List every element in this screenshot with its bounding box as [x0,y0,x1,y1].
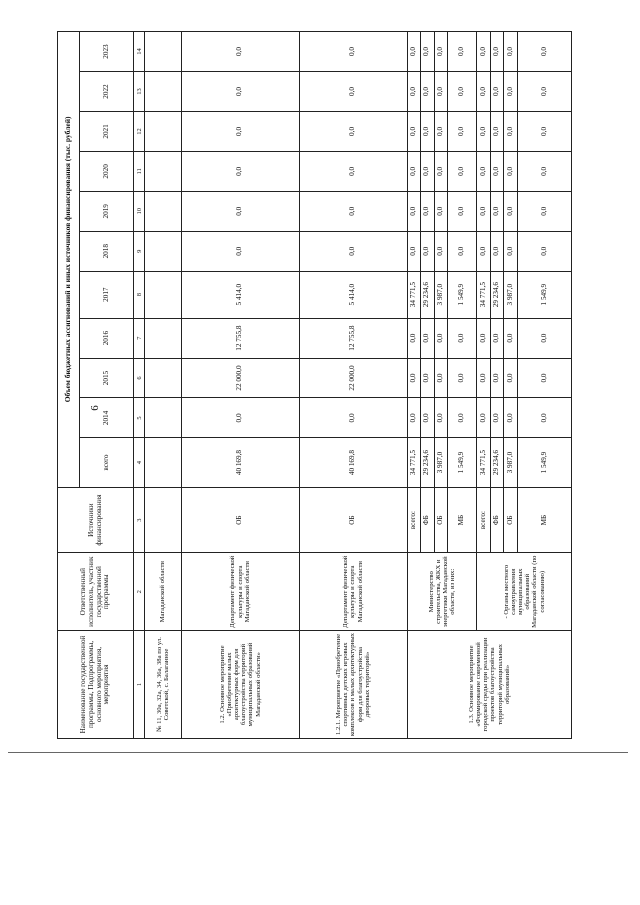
column-number: 5 [134,398,145,438]
value-cell: 0,0 [490,231,503,271]
value-cell: 29 234,6 [490,271,503,318]
program-cell: 1.2.1. Мероприятие «Приобретение спортивных детских игровых комплексов и малых архитектурных форм для благоустройства дворовых территорий» [299,630,407,738]
value-cell: 34 771,5 [477,438,490,487]
header-total: всего [80,438,134,487]
column-number: 9 [134,231,145,271]
column-number: 14 [134,32,145,72]
source-cell: ОБ [504,487,517,553]
value-cell: 0,0 [504,358,517,398]
value-cell: 0,0 [448,191,477,231]
value-cell: 0,0 [490,72,503,112]
value-cell: 0,0 [407,318,420,358]
page-divider [8,752,628,753]
value-cell: 0,0 [517,191,571,231]
value-cell: 0,0 [181,72,299,112]
value-cell: 0,0 [504,32,517,72]
value-cell: 0,0 [434,151,447,191]
value-cell: 0,0 [181,151,299,191]
value-cell: 0,0 [299,151,407,191]
value-cell: 0,0 [448,111,477,151]
value-cell: 0,0 [490,318,503,358]
value-cell: 0,0 [477,358,490,398]
column-number: 6 [134,358,145,398]
header-year: 2020 [80,151,134,191]
value-cell: 0,0 [490,358,503,398]
executor-cell: Департамент физической культуры и спорта Магаданской области [181,553,299,631]
table-row [181,32,299,739]
header-year: 2018 [80,231,134,271]
value-cell: 40 169,8 [181,438,299,487]
value-cell: 0,0 [477,398,490,438]
table-row [145,32,182,739]
value-cell: 0,0 [181,32,299,72]
value-cell: 0,0 [181,231,299,271]
table-row [407,32,420,739]
value-cell: 29 234,6 [490,438,503,487]
executor-cell: Министерство строительства, ЖКХ и энергетики Магаданской области, из них: [407,553,477,631]
value-cell: 0,0 [421,32,434,72]
value-cell: 0,0 [434,32,447,72]
value-cell: 0,0 [421,231,434,271]
value-cell: 0,0 [517,231,571,271]
value-cell: 0,0 [490,151,503,191]
value-cell: 12 755,8 [299,318,407,358]
value-cell: 3 987,0 [434,271,447,318]
executor-cell: - Органы местного самоуправления муниципальных образований Магаданской области (по согласованию) [477,553,572,631]
value-cell: 0,0 [434,111,447,151]
budget-table-container [57,31,572,739]
value-cell: 0,0 [517,318,571,358]
value-cell: 0,0 [407,111,420,151]
column-number: 1 [134,630,145,738]
column-number: 4 [134,438,145,487]
source-cell: ОБ [181,487,299,553]
table-row [299,32,407,739]
header-source: Источники финансирования [58,487,134,553]
value-cell: 1 549,9 [517,438,571,487]
value-cell: 0,0 [490,398,503,438]
header-year: 2023 [80,32,134,72]
source-cell: всего: [407,487,420,553]
value-cell: 0,0 [504,111,517,151]
value-cell: 0,0 [517,72,571,112]
value-cell: 0,0 [477,231,490,271]
value-cell: 0,0 [407,191,420,231]
value-cell: 34 771,5 [407,438,420,487]
value-cell: 0,0 [448,151,477,191]
value-cell: 1 549,9 [517,271,571,318]
value-cell: 0,0 [448,358,477,398]
page-number: 6 [89,405,101,411]
value-cell: 0,0 [421,111,434,151]
column-number: 8 [134,271,145,318]
source-cell: ФБ [421,487,434,553]
header-year: 2015 [80,358,134,398]
value-cell: 0,0 [448,32,477,72]
source-cell: ФБ [490,487,503,553]
value-cell: 0,0 [299,191,407,231]
value-cell: 0,0 [181,398,299,438]
value-cell: 0,0 [434,72,447,112]
value-cell: 0,0 [490,191,503,231]
value-cell: 0,0 [299,231,407,271]
header-year: 2014 [80,398,134,438]
value-cell: 0,0 [477,191,490,231]
header-year: 2016 [80,318,134,358]
value-cell: 22 000,0 [181,358,299,398]
value-cell: 0,0 [407,231,420,271]
header-budget-title: Объем бюджетных ассигнований и иных источников финансирования (тыс. рублей) [58,32,80,488]
column-number: 7 [134,318,145,358]
value-cell: 0,0 [434,358,447,398]
value-cell: 0,0 [299,32,407,72]
value-cell: 0,0 [477,72,490,112]
value-cell: 1 549,9 [448,438,477,487]
program-cell: 1.3. Основное мероприятие «Формирование современной городской среды при реализации проектов благоустройства территорий муниципальных образований» [407,630,571,738]
value-cell: 34 771,5 [477,271,490,318]
value-cell: 29 234,6 [421,271,434,318]
value-cell: 0,0 [407,32,420,72]
value-cell: 0,0 [181,111,299,151]
value-cell: 0,0 [477,318,490,358]
value-cell: 12 755,8 [181,318,299,358]
value-cell: 0,0 [477,151,490,191]
value-cell: 0,0 [490,111,503,151]
executor-cell: Магаданской области [145,553,182,631]
column-number: 12 [134,111,145,151]
value-cell: 0,0 [448,318,477,358]
value-cell: 3 987,0 [504,271,517,318]
value-cell: 0,0 [477,32,490,72]
column-number: 11 [134,151,145,191]
value-cell: 40 169,8 [299,438,407,487]
value-cell: 0,0 [421,398,434,438]
value-cell: 0,0 [448,72,477,112]
value-cell: 0,0 [181,191,299,231]
source-cell: МБ [517,487,571,553]
value-cell: 3 987,0 [504,438,517,487]
budget-table [57,31,572,739]
column-number: 13 [134,72,145,112]
value-cell: 0,0 [421,72,434,112]
value-cell: 0,0 [421,358,434,398]
header-program: Наименование государственной программы, Подпрограммы, основного мероприятия, мероприятия [58,630,134,738]
value-cell: 0,0 [434,318,447,358]
value-cell: 0,0 [448,231,477,271]
source-cell: ОБ [299,487,407,553]
column-number: 10 [134,191,145,231]
value-cell: 0,0 [421,191,434,231]
value-cell: 0,0 [504,151,517,191]
value-cell: 0,0 [407,151,420,191]
program-cell: № 11, 30а, 32а, 34, 36а, 38а по ул. Советской, с. Балаганное [145,630,182,738]
value-cell: 1 549,9 [448,271,477,318]
value-cell: 0,0 [504,72,517,112]
value-cell: 0,0 [434,231,447,271]
value-cell: 0,0 [434,191,447,231]
value-cell: 0,0 [490,32,503,72]
value-cell: 0,0 [434,398,447,438]
value-cell: 0,0 [421,151,434,191]
header-year: 2022 [80,72,134,112]
value-cell: 0,0 [299,111,407,151]
value-cell: 22 000,0 [299,358,407,398]
value-cell: 0,0 [299,72,407,112]
executor-cell: Департамент физической культуры и спорта Магаданской области [299,553,407,631]
value-cell: 0,0 [504,191,517,231]
value-cell: 0,0 [477,111,490,151]
value-cell: 0,0 [407,358,420,398]
value-cell: 34 771,5 [407,271,420,318]
column-number: 2 [134,553,145,631]
header-year: 2021 [80,111,134,151]
value-cell: 0,0 [299,398,407,438]
value-cell: 0,0 [517,398,571,438]
header-executor: Ответственный исполнитель, участник государственной программы [58,553,134,631]
value-cell: 0,0 [517,32,571,72]
value-cell: 0,0 [517,151,571,191]
value-cell: 0,0 [517,111,571,151]
value-cell: 0,0 [517,358,571,398]
value-cell: 3 987,0 [434,438,447,487]
column-number: 3 [134,487,145,553]
source-cell: МБ [448,487,477,553]
value-cell: 0,0 [448,398,477,438]
value-cell: 5 414,0 [181,271,299,318]
value-cell: 0,0 [504,398,517,438]
value-cell: 5 414,0 [299,271,407,318]
value-cell: 29 234,6 [421,438,434,487]
program-cell: 1.2. Основное мероприятие «Приобретение малых архитектурных форм для благоустройства территорий муниципальных образований Магаданской области» [181,630,299,738]
header-year: 2019 [80,191,134,231]
value-cell: 0,0 [407,398,420,438]
source-cell: ОБ [434,487,447,553]
column-numbers-row [134,32,145,739]
value-cell: 0,0 [504,318,517,358]
value-cell: 0,0 [504,231,517,271]
source-cell: всего: [477,487,490,553]
value-cell: 0,0 [421,318,434,358]
header-year: 2017 [80,271,134,318]
value-cell: 0,0 [407,72,420,112]
